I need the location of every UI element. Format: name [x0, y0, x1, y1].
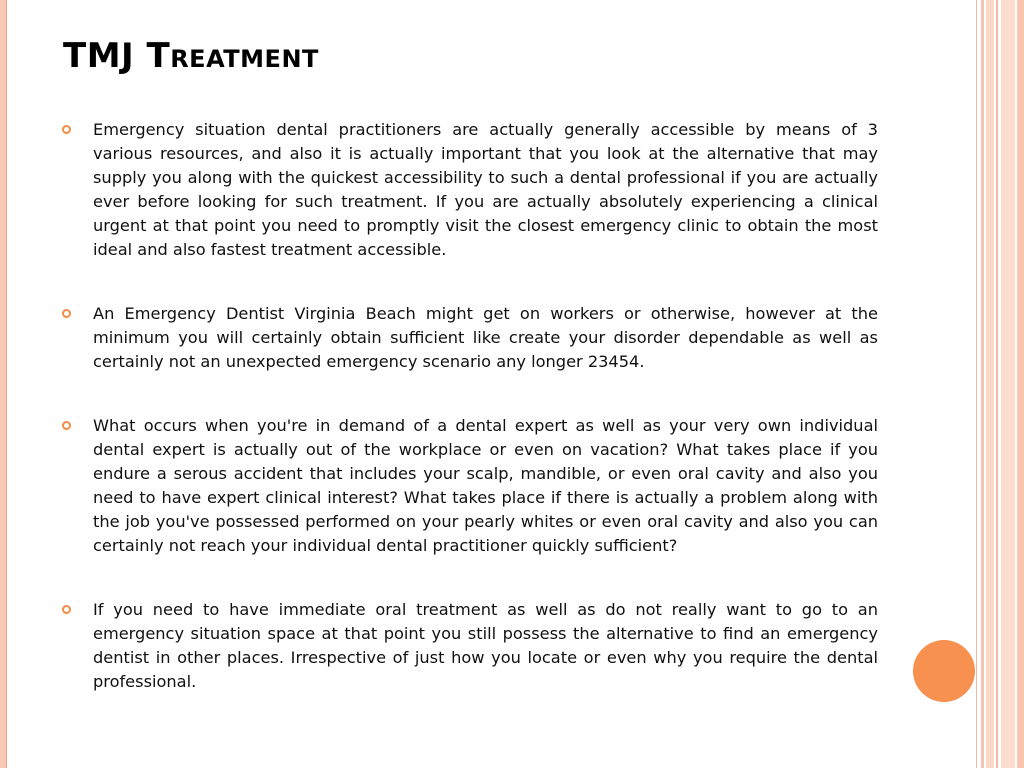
bullet-circle-icon — [62, 309, 71, 318]
bullet-item — [62, 414, 878, 558]
bullet-circle-icon — [62, 605, 71, 614]
left-frame-line — [6, 0, 7, 768]
right-stripe — [1001, 0, 1015, 768]
decorative-circle — [913, 640, 975, 702]
bullet-list — [62, 118, 878, 694]
right-stripe — [1017, 0, 1024, 768]
bullet-item — [62, 302, 878, 374]
bullet-circle-icon — [62, 421, 71, 430]
bullet-item — [62, 118, 878, 262]
right-stripe — [976, 0, 977, 768]
bullet-text: Emergency situation dental practitioners are actually generally accessible by means of 3 various resources, and also it is actually important that you look at the alternative that may supply you along with the quickest accessibility to such a dental professional if you are actually ever before looking for such treatment. If you are actually absolutely experiencing a clinical urgent at that point you need to promptly visit the closest emergency clinic to obtain the most ideal and also fastest treatment accessible. — [93, 120, 878, 259]
bullet-item — [62, 598, 878, 694]
right-stripe — [981, 0, 984, 768]
bullet-text: An Emergency Dentist Virginia Beach might get on workers or otherwise, however at the minimum you will certainly obtain sufficient like create your disorder dependable as well as certainly not an unexpected emergency scenario any longer 23454. — [93, 304, 878, 371]
bullet-text: What occurs when you're in demand of a dental expert as well as your very own individual dental expert is actually out of the workplace or even on vacation? What takes place if you endure a serous accident that includes your scalp, mandible, or even oral cavity and also you need to have expert clinical interest? What takes place if there is actually a problem along with the job you've possessed performed on your pearly whites or even oral cavity and also you can certainly not reach your individual dental practitioner quickly sufficient? — [93, 416, 878, 555]
right-stripe — [996, 0, 998, 768]
bullet-text: If you need to have immediate oral treatment as well as do not really want to go to an emergency situation space at that point you still possess the alternative to find an emergency dentist in other places. Irrespective of just how you locate or even why you require the dental professional. — [93, 600, 878, 691]
right-stripe — [986, 0, 994, 768]
slide-title: TMJ Treatment — [63, 36, 319, 76]
bullet-circle-icon — [62, 125, 71, 134]
